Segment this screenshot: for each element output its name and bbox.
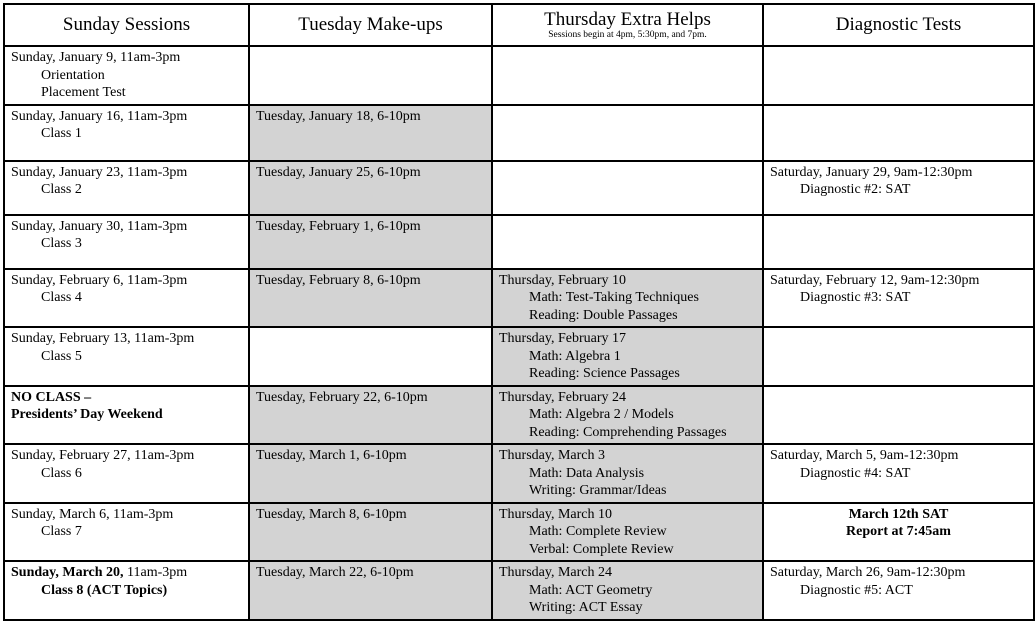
sunday-cell	[4, 444, 249, 503]
sunday-detail: Class 4	[41, 290, 82, 305]
sunday-detail: Class 6	[41, 465, 82, 481]
tuesday-cell	[249, 327, 492, 386]
schedule-row	[4, 386, 1034, 445]
sunday-cell	[4, 105, 249, 161]
thursday-topic: Math: Data Analysis	[529, 465, 645, 481]
thursday-date: Thursday, March 3	[499, 448, 606, 463]
sunday-cell	[4, 503, 249, 562]
sat-date: March 12th SAT	[848, 506, 949, 522]
thursday-date: Thursday, February 24	[499, 389, 627, 405]
tuesday-cell	[249, 269, 492, 328]
thursday-date: Thursday, February 10	[499, 272, 627, 288]
diagnostic-cell	[763, 161, 1034, 215]
sunday-date: Sunday, March 20, 11am-3pm	[11, 565, 188, 580]
tuesday-date: Tuesday, February 22, 6-10pm	[256, 389, 428, 405]
tuesday-cell	[249, 503, 492, 562]
schedule-row	[4, 444, 1034, 503]
header-thursday	[492, 4, 763, 46]
tuesday-date: Tuesday, January 25, 6-10pm	[256, 164, 421, 180]
diagnostic-cell	[763, 444, 1034, 503]
thursday-topic: Math: Algebra 2 / Models	[529, 407, 674, 422]
diagnostic-date: Saturday, March 5, 9am-12:30pm	[770, 448, 959, 463]
sunday-cell	[4, 269, 249, 328]
tuesday-cell	[249, 444, 492, 503]
sunday-date: Sunday, February 6, 11am-3pm	[11, 272, 188, 288]
no-class-reason: Presidents’ Day Weekend	[11, 407, 163, 422]
sunday-cell	[4, 215, 249, 269]
thursday-topic: Reading: Double Passages	[529, 307, 678, 323]
schedule-row	[4, 561, 1034, 620]
sunday-cell	[4, 327, 249, 386]
thursday-date: Thursday, March 24	[499, 565, 613, 580]
header-thursday-note: Sessions begin at 4pm, 5:30pm, and 7pm.	[548, 30, 707, 40]
header-diagnostic: Diagnostic Tests	[763, 4, 1034, 46]
tuesday-date: Tuesday, January 18, 6-10pm	[256, 108, 421, 124]
sunday-detail: Class 1	[41, 126, 82, 141]
sunday-detail: Class 7	[41, 524, 82, 539]
thursday-cell	[492, 327, 763, 386]
diagnostic-cell	[763, 215, 1034, 269]
tuesday-cell	[249, 386, 492, 445]
thursday-topic: Math: Test-Taking Techniques	[529, 290, 699, 305]
sunday-cell	[4, 161, 249, 215]
sat-report-time: Report at 7:45am	[846, 524, 951, 539]
tuesday-date: Tuesday, February 1, 6-10pm	[256, 218, 421, 234]
tuesday-cell	[249, 105, 492, 161]
diagnostic-cell	[763, 386, 1034, 445]
thursday-cell	[492, 386, 763, 445]
diagnostic-cell	[763, 105, 1034, 161]
no-class-label: NO CLASS –	[11, 389, 92, 405]
sunday-cell	[4, 561, 249, 620]
thursday-cell	[492, 444, 763, 503]
sunday-date: Sunday, February 27, 11am-3pm	[11, 448, 195, 463]
thursday-cell	[492, 105, 763, 161]
schedule-row	[4, 215, 1034, 269]
thursday-cell	[492, 269, 763, 328]
schedule-row	[4, 503, 1034, 562]
diagnostic-cell	[763, 269, 1034, 328]
diagnostic-date: Saturday, February 12, 9am-12:30pm	[770, 272, 980, 288]
sunday-detail: Class 3	[41, 236, 82, 251]
tuesday-cell	[249, 561, 492, 620]
diagnostic-cell	[763, 561, 1034, 620]
sunday-date: Sunday, January 23, 11am-3pm	[11, 164, 188, 180]
diagnostic-detail: Diagnostic #2: SAT	[800, 182, 911, 197]
sunday-cell	[4, 46, 249, 105]
header-thursday-title: Thursday Extra Helps	[544, 9, 711, 30]
schedule-row	[4, 46, 1034, 105]
header-sunday: Sunday Sessions	[4, 4, 249, 46]
sunday-date: Sunday, January 9, 11am-3pm	[11, 50, 181, 65]
sunday-cell	[4, 386, 249, 445]
thursday-cell	[492, 503, 763, 562]
schedule-row	[4, 161, 1034, 215]
thursday-topic: Math: Algebra 1	[529, 348, 621, 364]
sunday-detail: Class 8 (ACT Topics)	[41, 582, 168, 598]
header-tuesday: Tuesday Make-ups	[249, 4, 492, 46]
diagnostic-date: Saturday, March 26, 9am-12:30pm	[770, 565, 966, 580]
thursday-topic: Reading: Comprehending Passages	[529, 424, 727, 440]
thursday-date: Thursday, March 10	[499, 506, 613, 522]
tuesday-date: Tuesday, March 1, 6-10pm	[256, 448, 407, 463]
sunday-date: Sunday, March 6, 11am-3pm	[11, 506, 174, 522]
header-row	[4, 4, 1034, 46]
tuesday-date: Tuesday, March 22, 6-10pm	[256, 565, 414, 580]
sunday-detail: Class 5	[41, 348, 82, 364]
thursday-topic: Math: Complete Review	[529, 524, 667, 539]
sunday-detail: Class 2	[41, 182, 82, 197]
thursday-topic: Verbal: Complete Review	[529, 541, 674, 557]
thursday-topic: Math: ACT Geometry	[529, 582, 653, 598]
thursday-cell	[492, 46, 763, 105]
tuesday-date: Tuesday, February 8, 6-10pm	[256, 272, 421, 288]
schedule-table	[3, 3, 1035, 621]
tuesday-cell	[249, 161, 492, 215]
thursday-topic: Writing: Grammar/Ideas	[529, 483, 667, 498]
tuesday-date: Tuesday, March 8, 6-10pm	[256, 506, 407, 522]
tuesday-cell	[249, 215, 492, 269]
diagnostic-cell	[763, 46, 1034, 105]
thursday-cell	[492, 215, 763, 269]
sunday-detail: Placement Test	[41, 85, 126, 100]
sunday-date: Sunday, January 16, 11am-3pm	[11, 108, 188, 124]
thursday-topic: Writing: ACT Essay	[529, 600, 643, 615]
diagnostic-detail: Diagnostic #4: SAT	[800, 465, 911, 481]
diagnostic-cell	[763, 503, 1034, 562]
diagnostic-detail: Diagnostic #3: SAT	[800, 290, 911, 305]
schedule-row	[4, 327, 1034, 386]
thursday-date: Thursday, February 17	[499, 331, 627, 346]
thursday-topic: Reading: Science Passages	[529, 366, 680, 381]
diagnostic-detail: Diagnostic #5: ACT	[800, 582, 913, 598]
diagnostic-date: Saturday, January 29, 9am-12:30pm	[770, 164, 973, 180]
tuesday-cell	[249, 46, 492, 105]
schedule-row	[4, 269, 1034, 328]
sunday-date: Sunday, February 13, 11am-3pm	[11, 331, 195, 346]
thursday-cell	[492, 161, 763, 215]
thursday-cell	[492, 561, 763, 620]
diagnostic-cell	[763, 327, 1034, 386]
sunday-date: Sunday, January 30, 11am-3pm	[11, 218, 188, 234]
schedule-row	[4, 105, 1034, 161]
sunday-detail: Orientation	[41, 67, 105, 83]
